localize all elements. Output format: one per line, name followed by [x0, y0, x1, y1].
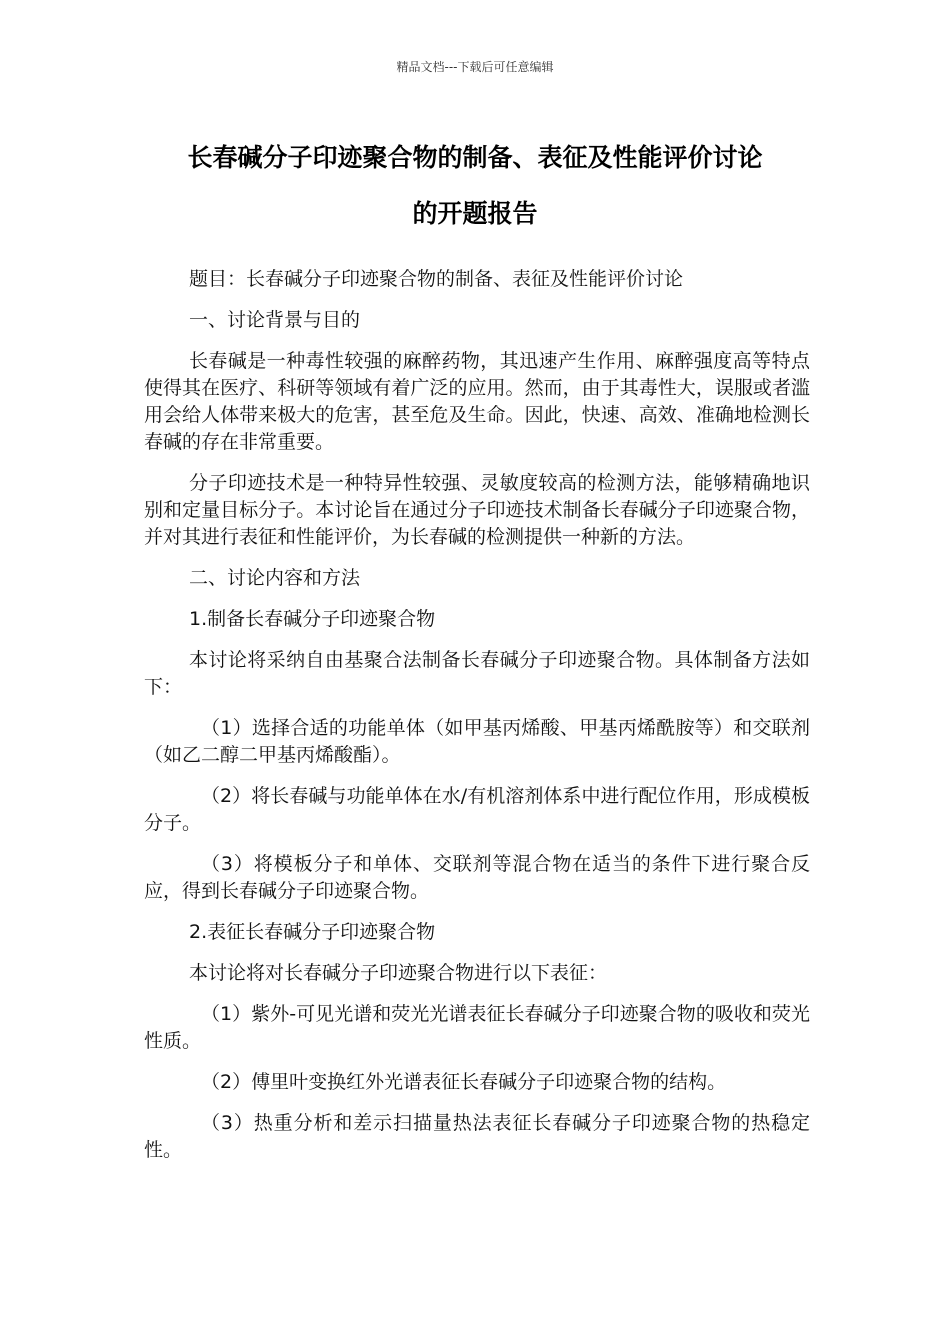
topic-line: 题目：长春碱分子印迹聚合物的制备、表征及性能评价讨论 — [189, 268, 684, 290]
paragraph-molecular-imprinting: 分子印迹技术是一种特异性较强、灵敏度较高的检测方法，能够精确地识别和定量目标分子。本讨论旨在通过分子印迹技术制备长春碱分子印迹聚合物，并对其进行表征和性能评价，为长春碱的检测提供一种新的方法。 — [144, 472, 810, 548]
header-note: 精品文档---下载后可任意编辑 — [396, 60, 554, 74]
subheading-preparation: 1.制备长春碱分子印迹聚合物 — [189, 608, 436, 630]
document-title-line-2: 的开题报告 — [412, 199, 538, 228]
document-title-line-1: 长春碱分子印迹聚合物的制备、表征及性能评价讨论 — [187, 143, 763, 172]
section-heading-background: 一、讨论背景与目的 — [189, 309, 361, 331]
document-body — [144, 266, 810, 1178]
paragraph-preparation-intro: 本讨论将采纳自由基聚合法制备长春碱分子印迹聚合物。具体制备方法如下： — [144, 649, 810, 698]
section-heading-content-methods: 二、讨论内容和方法 — [189, 567, 361, 589]
list-item-preparation-2: （2）将长春碱与功能单体在水/有机溶剂体系中进行配位作用，形成模板分子。 — [144, 785, 810, 834]
list-item-characterization-2: （2）傅里叶变换红外光谱表征长春碱分子印迹聚合物的结构。 — [201, 1071, 727, 1093]
list-item-characterization-1: （1）紫外-可见光谱和荧光光谱表征长春碱分子印迹聚合物的吸收和荧光性质。 — [144, 1003, 810, 1052]
list-item-characterization-3: （3）热重分析和差示扫描量热法表征长春碱分子印迹聚合物的热稳定性。 — [144, 1112, 810, 1161]
paragraph-background: 长春碱是一种毒性较强的麻醉药物，其迅速产生作用、麻醉强度高等特点使得其在医疗、科研等领域有着广泛的应用。然而，由于其毒性大，误服或者滥用会给人体带来极大的危害，甚至危及生命。因此，快速、高效、准确地检测长春碱的存在非常重要。 — [144, 350, 810, 453]
paragraph-characterization-intro: 本讨论将对长春碱分子印迹聚合物进行以下表征： — [189, 962, 608, 984]
list-item-preparation-3: （3）将模板分子和单体、交联剂等混合物在适当的条件下进行聚合反应，得到长春碱分子印迹聚合物。 — [144, 853, 810, 902]
list-item-preparation-1: （1）选择合适的功能单体（如甲基丙烯酸、甲基丙烯酰胺等）和交联剂（如乙二醇二甲基丙烯酸酯）。 — [144, 717, 810, 766]
subheading-characterization: 2.表征长春碱分子印迹聚合物 — [189, 921, 436, 943]
